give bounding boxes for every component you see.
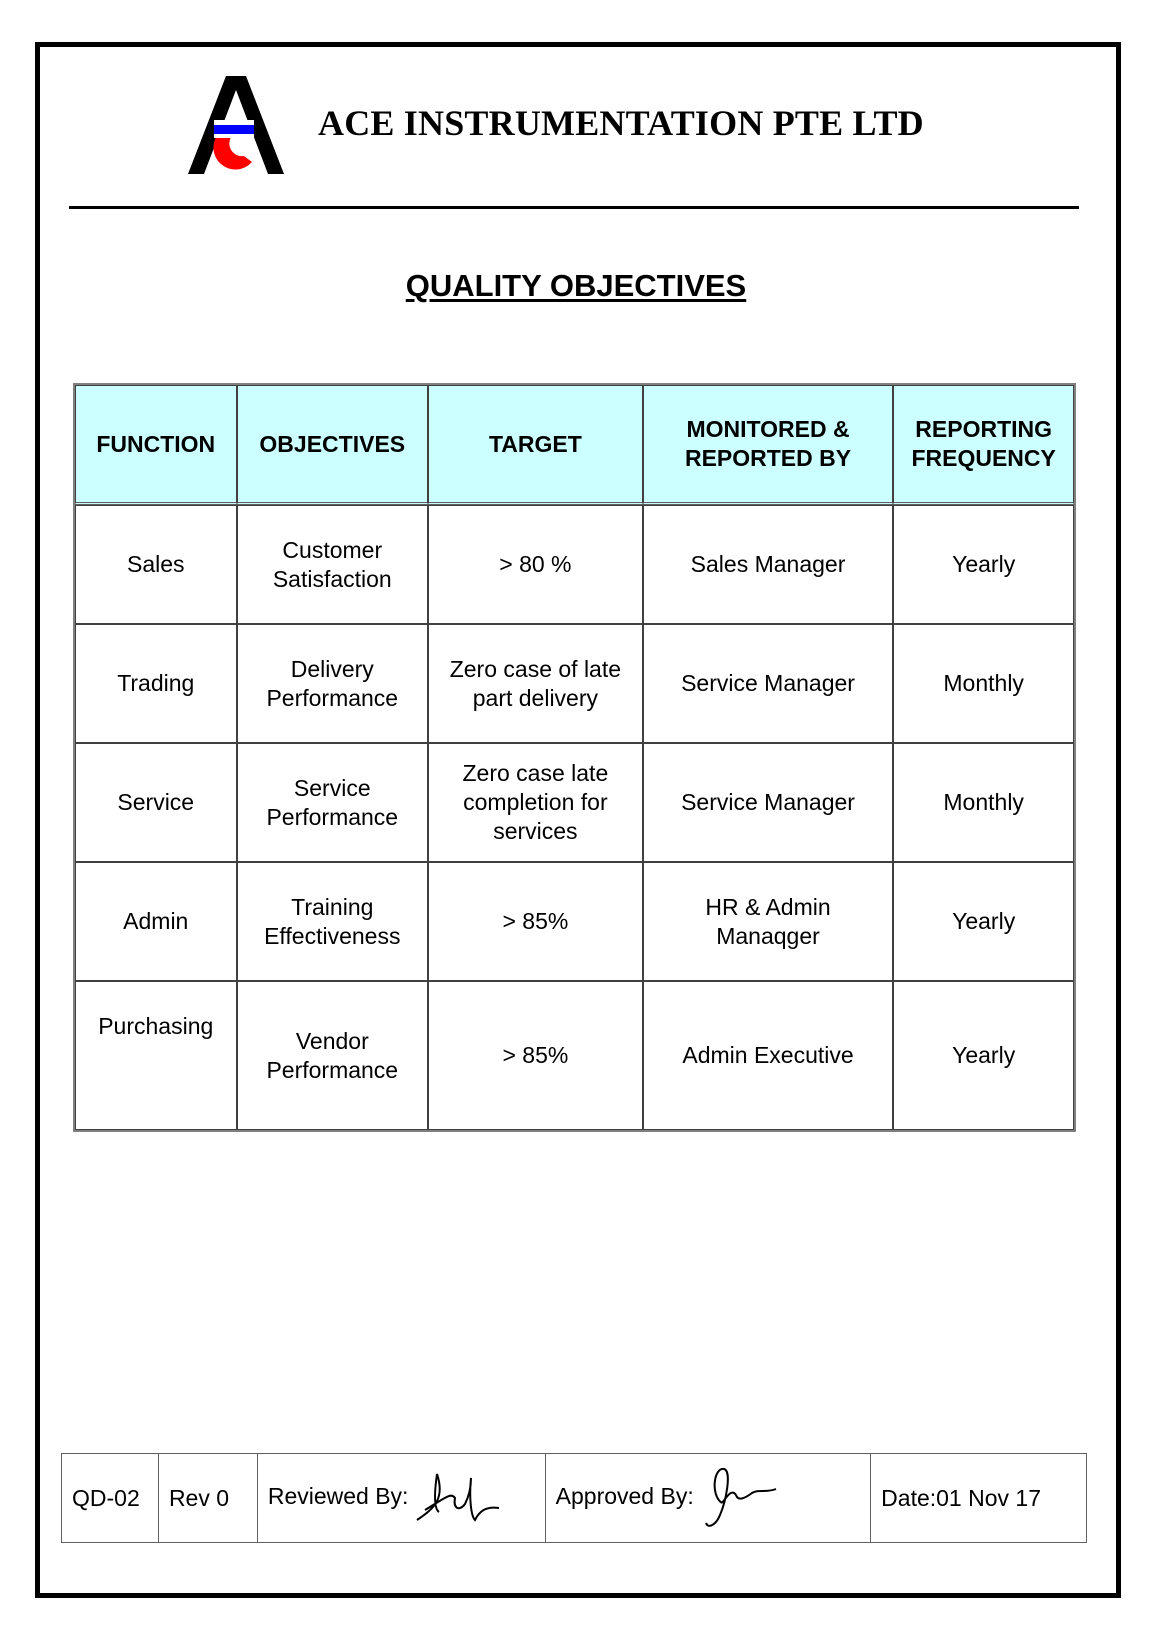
reviewed-by-label: Reviewed By: — [267, 1483, 409, 1510]
approved-by-label: Approved By: — [555, 1483, 694, 1510]
company-logo — [188, 76, 284, 176]
cell-monitored-by: Service Manager — [643, 624, 894, 743]
column-header-function: FUNCTION — [75, 385, 237, 505]
column-header-target: TARGET — [428, 385, 643, 505]
column-header-monitored-by: MONITORED & REPORTED BY — [643, 385, 894, 505]
header-divider — [69, 206, 1079, 209]
cell-frequency: Yearly — [893, 862, 1074, 981]
company-name: ACE INSTRUMENTATION PTE LTD — [318, 103, 924, 143]
reviewed-by — [257, 1454, 545, 1543]
cell-objectives: Customer Satisfaction — [237, 505, 429, 624]
reviewer-signature — [415, 1468, 505, 1528]
logo-bar — [214, 125, 254, 134]
table-row — [75, 743, 1074, 862]
cell-monitored-by: Admin Executive — [643, 981, 894, 1130]
cell-target: > 80 % — [428, 505, 643, 624]
table-header-row — [75, 385, 1074, 505]
cell-objectives: Training Effectiveness — [237, 862, 429, 981]
cell-function: Sales — [75, 505, 237, 624]
table-row — [75, 981, 1074, 1130]
approved-by — [545, 1454, 871, 1543]
column-header-frequency: REPORTING FREQUENCY — [893, 385, 1074, 505]
table-row — [75, 624, 1074, 743]
cell-objectives: Vendor Performance — [237, 981, 429, 1130]
cell-monitored-by: Sales Manager — [643, 505, 894, 624]
quality-objectives-table — [73, 383, 1076, 1132]
cell-frequency: Yearly — [893, 981, 1074, 1130]
cell-frequency: Monthly — [893, 624, 1074, 743]
table-row — [75, 862, 1074, 981]
cell-frequency: Yearly — [893, 505, 1074, 624]
doc-number: QD-02 — [62, 1454, 159, 1543]
cell-target: Zero case of late part delivery — [428, 624, 643, 743]
page-title-text: QUALITY OBJECTIVES — [405, 268, 747, 303]
cell-frequency: Monthly — [893, 743, 1074, 862]
document-date: Date:01 Nov 17 — [871, 1454, 1087, 1543]
cell-objectives: Delivery Performance — [237, 624, 429, 743]
cell-monitored-by: Service Manager — [643, 743, 894, 862]
cell-function: Admin — [75, 862, 237, 981]
column-header-objectives: OBJECTIVES — [237, 385, 429, 505]
cell-monitored-by: HR & Admin Manaqger — [643, 862, 894, 981]
revision: Rev 0 — [158, 1454, 257, 1543]
page-title — [0, 268, 1152, 304]
document-control-footer — [61, 1453, 1087, 1543]
table-row — [75, 505, 1074, 624]
cell-function: Purchasing — [75, 981, 237, 1130]
cell-function: Trading — [75, 624, 237, 743]
cell-target: Zero case late completion for services — [428, 743, 643, 862]
cell-target: > 85% — [428, 862, 643, 981]
cell-target: > 85% — [428, 981, 643, 1130]
cell-function: Service — [75, 743, 237, 862]
cell-objectives: Service Performance — [237, 743, 429, 862]
approver-signature — [700, 1465, 780, 1531]
